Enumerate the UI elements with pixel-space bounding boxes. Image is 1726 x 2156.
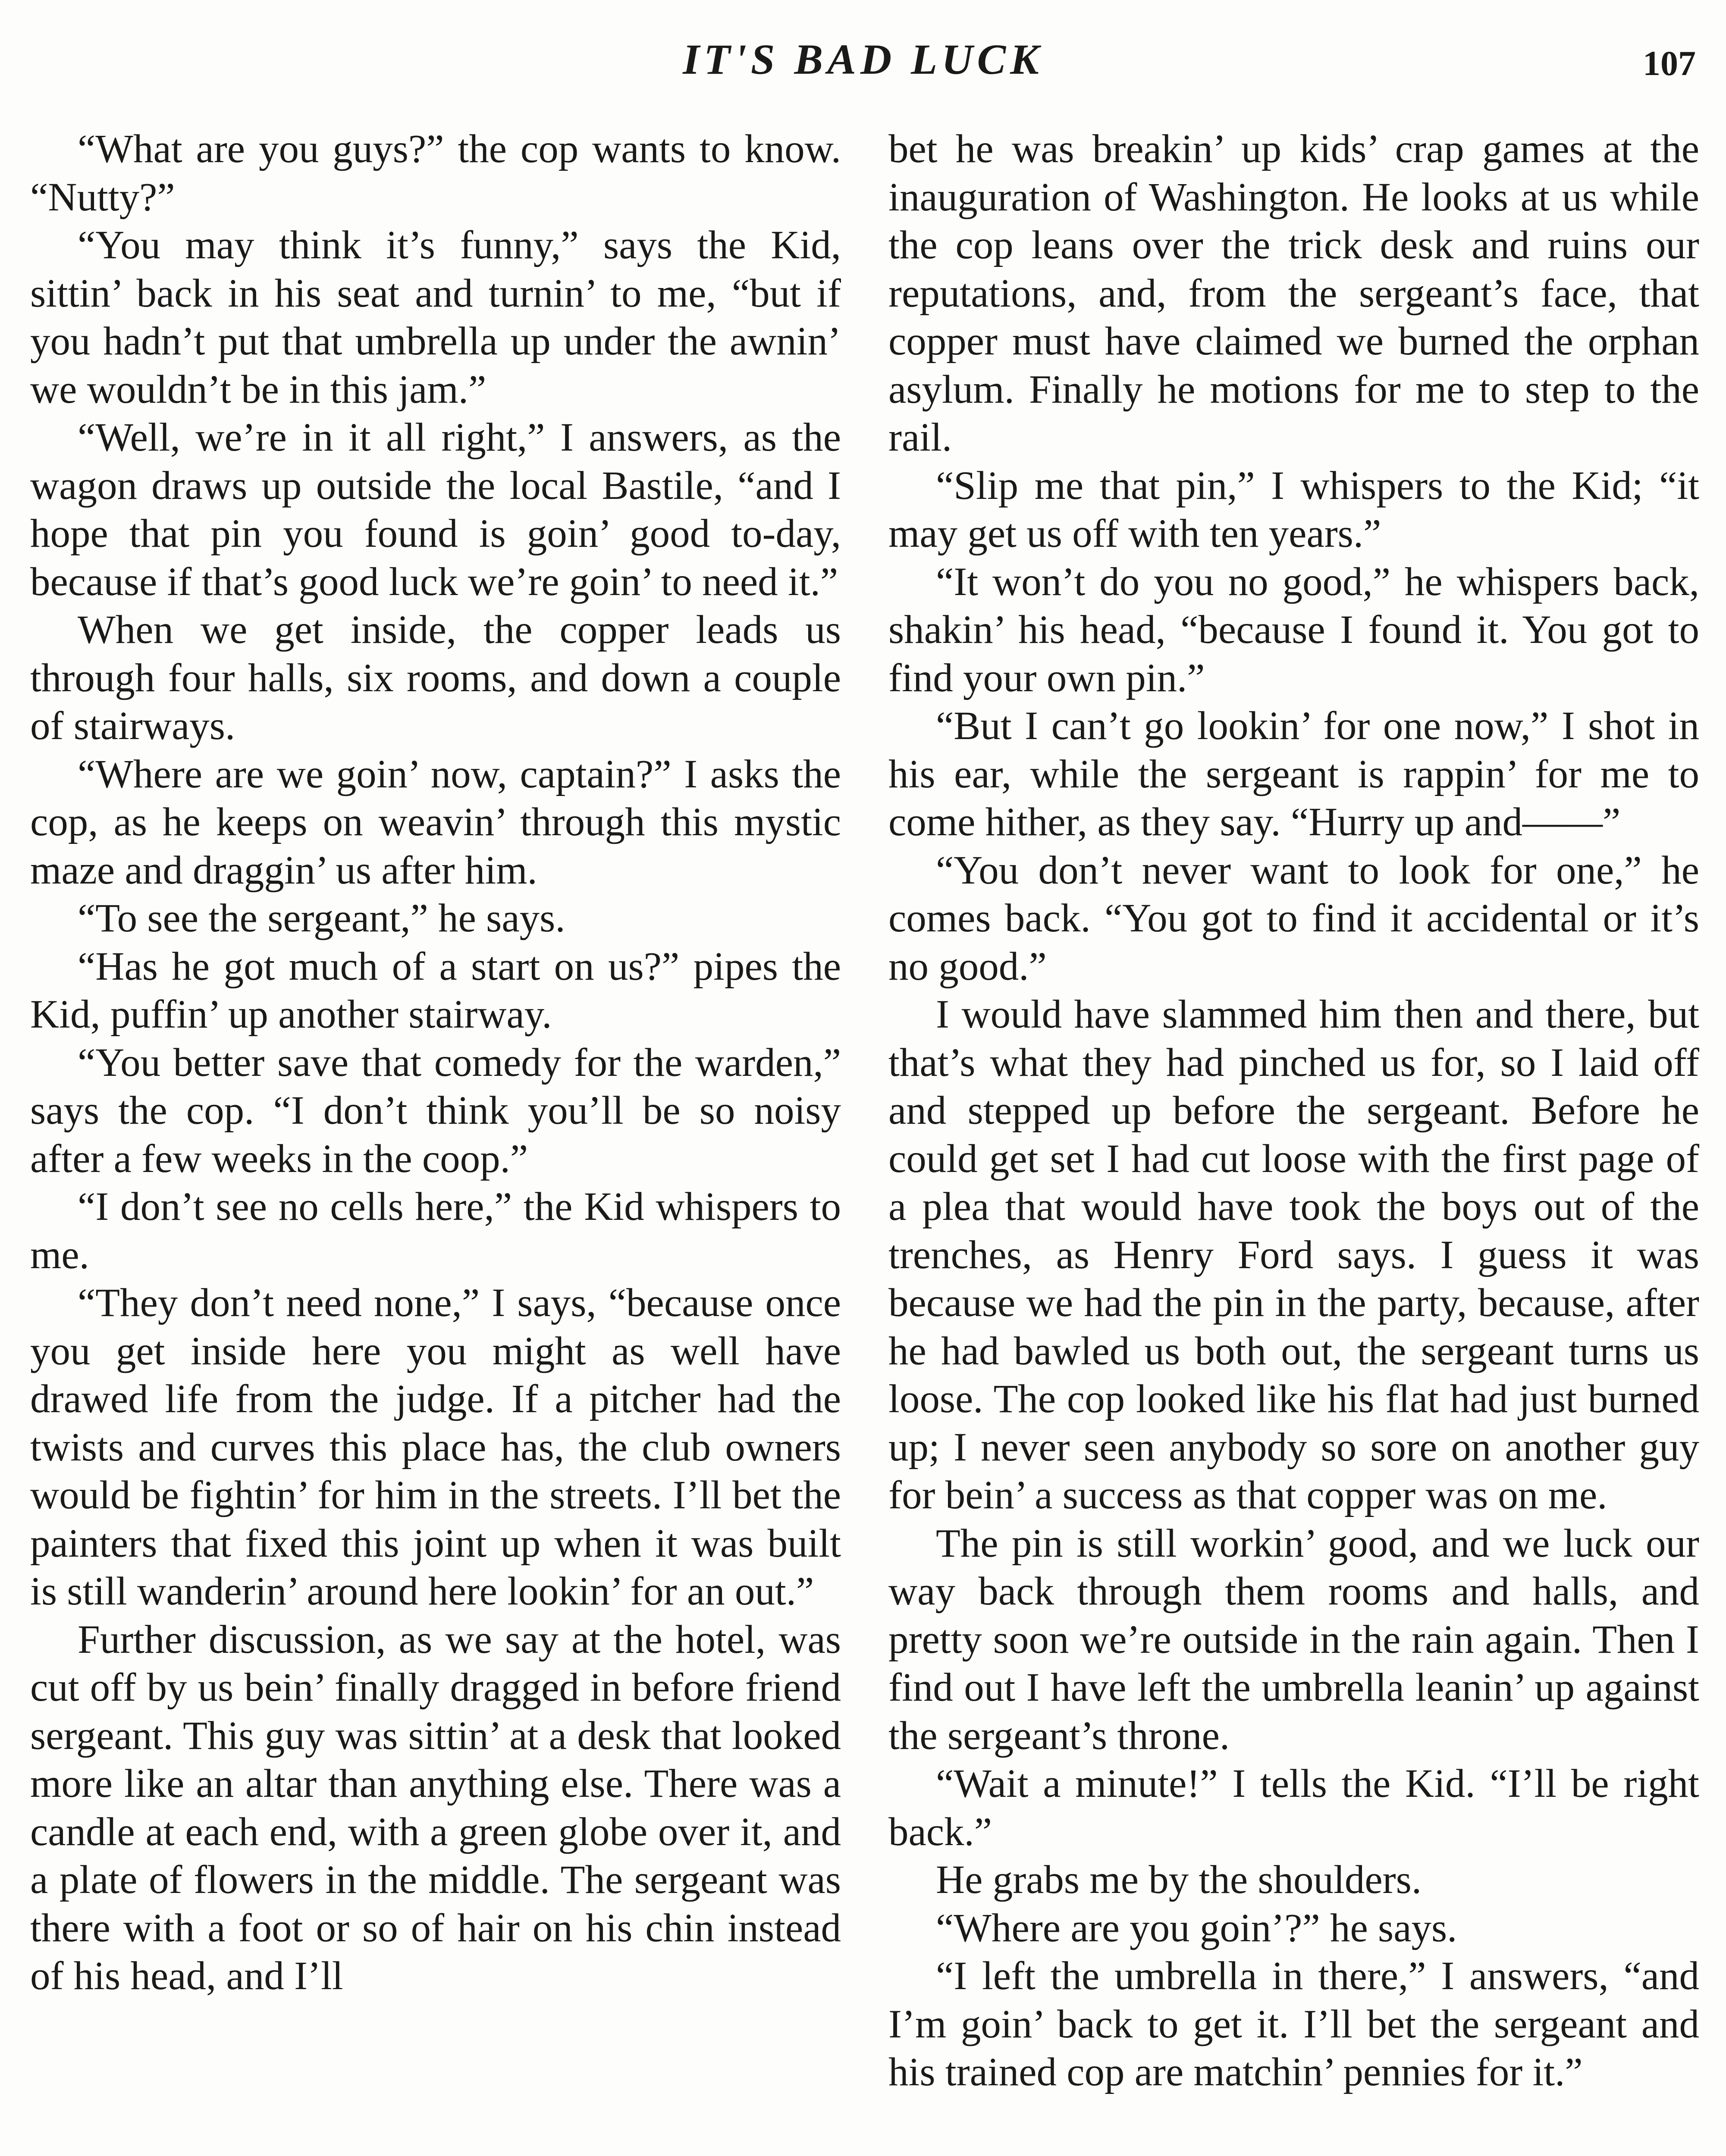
paragraph: “Slip me that pin,” I whispers to the Kid; “it may get us off with ten years.” [888, 463, 1699, 556]
paragraph: When we get inside, the copper leads us through four halls, six rooms, and down a couple of stairways. [30, 608, 841, 748]
page-number: 107 [1643, 44, 1696, 83]
paragraph: “It won’t do you no good,” he whispers back, shakin’ his head, “because I found it. You got to find your own pin.” [888, 559, 1699, 700]
paragraph: “They don’t need none,” I says, “because once you get inside here you might as well have drawed life from the judge. If a pitcher had the twists and curves this place has, the club owners would be fightin’ for him in the streets. I’ll bet the painters that fixed this joint up when it was built is still wanderin’ around here lookin’ for an out.” [30, 1281, 841, 1614]
paragraph: “Has he got much of a start on us?” pipes the Kid, puffin’ up another stairway. [30, 944, 841, 1037]
paragraph: “Where are you goin’?” he says. [936, 1905, 1457, 1950]
running-head [0, 34, 1726, 95]
paragraph: “I don’t see no cells here,” the Kid whispers to me. [30, 1185, 841, 1277]
paragraph: “You don’t never want to look for one,” he comes back. “You got to find it accidental or it’s no good.” [888, 848, 1699, 989]
paragraph: “I left the umbrella in there,” I answers, “and I’m goin’ back to get it. I’ll bet the sergeant and his trained cop are matchin’ pennies for it.” [888, 1954, 1699, 2094]
paragraph: “Wait a minute!” I tells the Kid. “I’ll be right back.” [888, 1761, 1699, 1854]
paragraph: “Where are we goin’ now, captain?” I asks the cop, as he keeps on weavin’ through this mystic maze and draggin’ us after him. [30, 752, 841, 893]
paragraph: “What are you guys?” the cop wants to know. “Nutty?” [30, 127, 841, 219]
paragraph: The pin is still workin’ good, and we luck our way back through them rooms and halls, and pretty soon we’re outside in the rain again. Then I find out I have left the umbrella leanin’ up against the sergeant’s throne. [888, 1521, 1699, 1758]
right-column [888, 125, 1699, 2096]
left-column [30, 125, 841, 2000]
paragraph: “To see the sergeant,” he says. [78, 896, 565, 940]
paragraph: “Well, we’re in it all right,” I answers, as the wagon draws up outside the local Bastile, “and I hope that pin you found is goin’ good to-day, because if that’s good luck we’re goin’ to need it.” [30, 415, 841, 604]
paragraph: “But I can’t go lookin’ for one now,” I shot in his ear, while the sergeant is rappin’ for me to come hither, as they say. “Hurry up and——” [888, 704, 1699, 844]
paragraph: “You better save that comedy for the warden,” says the cop. “I don’t think you’ll be so noisy after a few weeks in the coop.” [30, 1040, 841, 1181]
paragraph: Further discussion, as we say at the hotel, was cut off by us bein’ finally dragged in before friend sergeant. This guy was sittin’ at a desk that looked more like an altar than anything else. There was a candle at each end, with a green globe over it, and a plate of flowers in the middle. The sergeant was there with a foot or so of hair on his chin instead of his head, and I’ll [30, 1617, 841, 1998]
paragraph-continued: bet he was breakin’ up kids’ crap games at the inauguration of Washington. He looks at us while the cop leans over the trick desk and ruins our reputations, and, from the sergeant’s face, that copper must have claimed we burned the orphan asylum. Finally he motions for me to step to the rail. [888, 127, 1699, 460]
running-title: IT'S BAD LUCK [683, 35, 1043, 83]
paragraph: He grabs me by the shoulders. [936, 1858, 1422, 1902]
paragraph: “You may think it’s funny,” says the Kid, sittin’ back in his seat and turnin’ to me, “but if you hadn’t put that umbrella up under the awnin’ we wouldn’t be in this jam.” [30, 223, 841, 412]
paragraph: I would have slammed him then and there, but that’s what they had pinched us for, so I laid off and stepped up before the sergeant. Before he could get set I had cut loose with the first page of a plea that would have took the boys out of the trenches, as Henry Ford says. I guess it was because we had the pin in the party, because, after he had bawled us both out, the sergeant turns us loose. The cop looked like his flat had just burned up; I never seen anybody so sore on another guy for bein’ a success as that copper was on me. [888, 992, 1699, 1517]
